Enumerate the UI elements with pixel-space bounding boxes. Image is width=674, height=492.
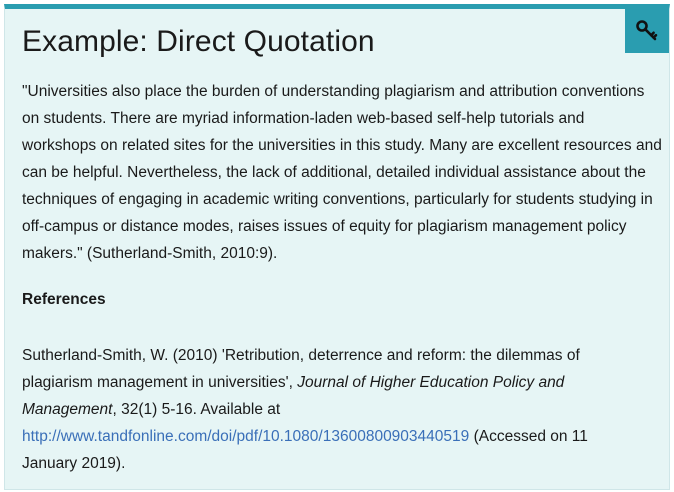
reference-volume-pages: , 32(1) 5-16. Available at (112, 401, 281, 418)
reference-author-title: Sutherland-Smith, W. (2010) 'Retribution, deterrence and reform: the dilemmas of plagiarism management in universities', (22, 347, 580, 391)
key-icon (634, 18, 660, 44)
reference-accessed: (Accessed on 11 January 2019). (22, 428, 588, 472)
reference-entry (22, 342, 612, 477)
direct-quotation: "Universities also place the burden of understanding plagiarism and attribution conventions on students. There are myriad information-laden web-based self-help tutorials and workshops on related sites for the universities in this study. Many are excellent resources and can be helpful. Nevertheless, the lack of additional, detailed individual assistance about the techniques of engaging in academic writing conventions, particularly for students studying in off-campus or distance modes, raises issues of equity for plagiarism management policy makers." (Sutherland-Smith, 2010:9). (22, 83, 662, 262)
reference-url-link[interactable]: http://www.tandfonline.com/doi/pdf/10.1080/13600800903440519 (22, 428, 470, 445)
page-title: Example: Direct Quotation (22, 25, 375, 58)
example-card (4, 4, 670, 490)
reference-journal: Journal of Higher Education Policy and Management (22, 374, 565, 418)
references-heading: References (22, 291, 106, 308)
key-badge[interactable] (625, 9, 669, 53)
